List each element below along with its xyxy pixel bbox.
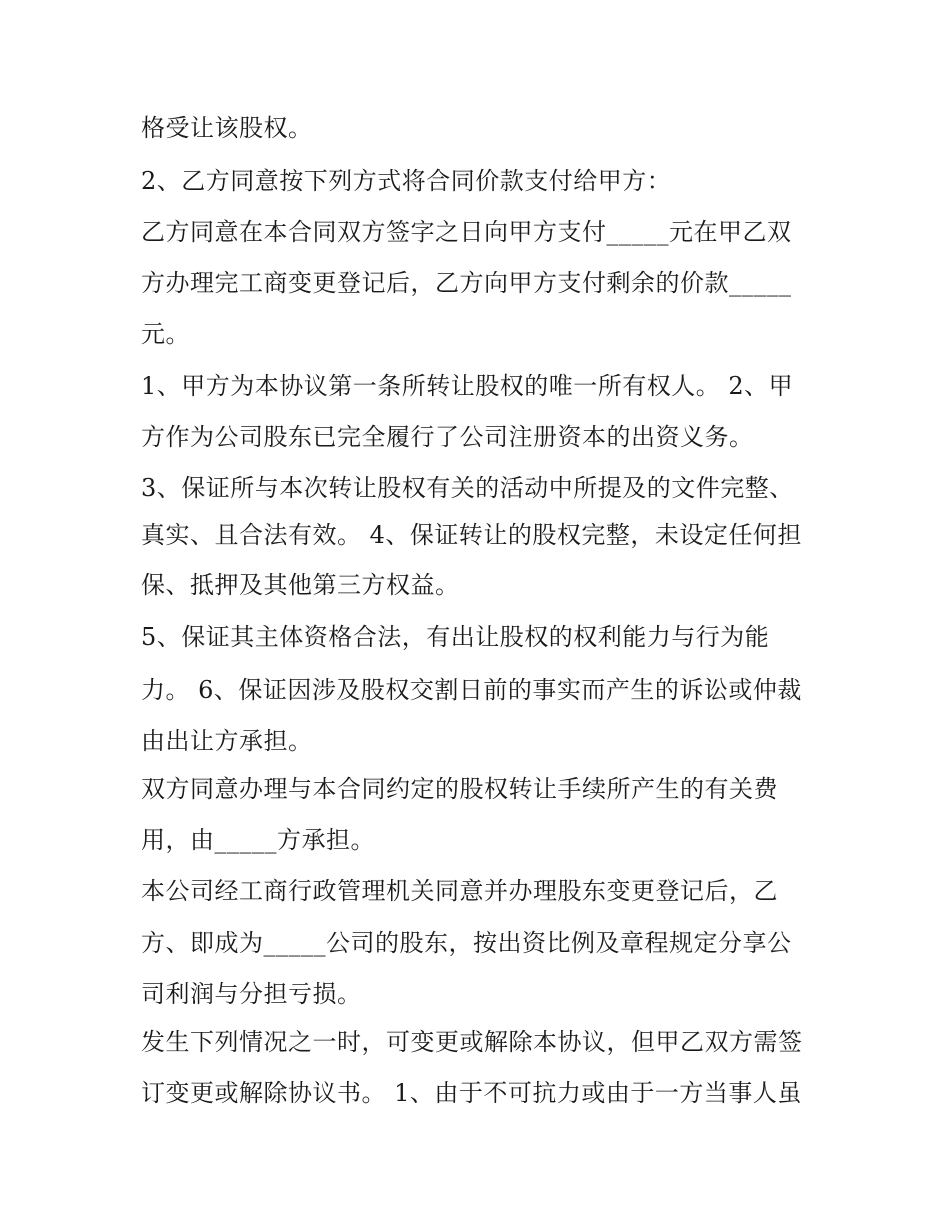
text-line: 订变更或解除协议书。 1、由于不可抗力或由于一方当事人虽 bbox=[141, 1079, 802, 1107]
text-line: 用，由_____方承担。 bbox=[141, 826, 375, 854]
text-line: 力。 6、保证因涉及股权交割日前的事实而产生的诉讼或仲裁 bbox=[141, 676, 802, 704]
text-line: 由出让方承担。 bbox=[141, 727, 313, 755]
text-line: 双方同意办理与本合同约定的股权转让手续所产生的有关费 bbox=[141, 775, 778, 803]
text-line: 发生下列情况之一时，可变更或解除本协议，但甲乙双方需签 bbox=[141, 1028, 803, 1056]
text-line: 方作为公司股东已完全履行了公司注册资本的出资义务。 bbox=[141, 423, 754, 451]
text-line: 2、乙方同意按下列方式将合同价款支付给甲方： bbox=[141, 167, 672, 195]
text-line: 方、即成为_____公司的股东，按出资比例及章程规定分享公 bbox=[141, 929, 792, 957]
text-line: 5、保证其主体资格合法，有出让股权的权利能力与行为能 bbox=[141, 623, 770, 651]
text-line: 1、甲方为本协议第一条所转让股权的唯一所有权人。 2、甲 bbox=[141, 372, 794, 400]
text-line: 元。 bbox=[141, 320, 190, 348]
text-line: 司利润与分担亏损。 bbox=[141, 980, 362, 1008]
text-line: 格受让该股权。 bbox=[141, 114, 313, 142]
text-line: 真实、且合法有效。 4、保证转让的股权完整，未设定任何担 bbox=[141, 521, 802, 549]
text-line: 保、抵押及其他第三方权益。 bbox=[141, 571, 460, 599]
text-line: 本公司经工商行政管理机关同意并办理股东变更登记后，乙 bbox=[141, 877, 778, 905]
text-line: 3、保证所与本次转让股权有关的活动中所提及的文件完整、 bbox=[141, 474, 794, 502]
text-line: 乙方同意在本合同双方签字之日向甲方支付_____元在甲乙双 bbox=[141, 218, 792, 246]
text-line: 方办理完工商变更登记后，乙方向甲方支付剩余的价款_____ bbox=[141, 269, 792, 297]
